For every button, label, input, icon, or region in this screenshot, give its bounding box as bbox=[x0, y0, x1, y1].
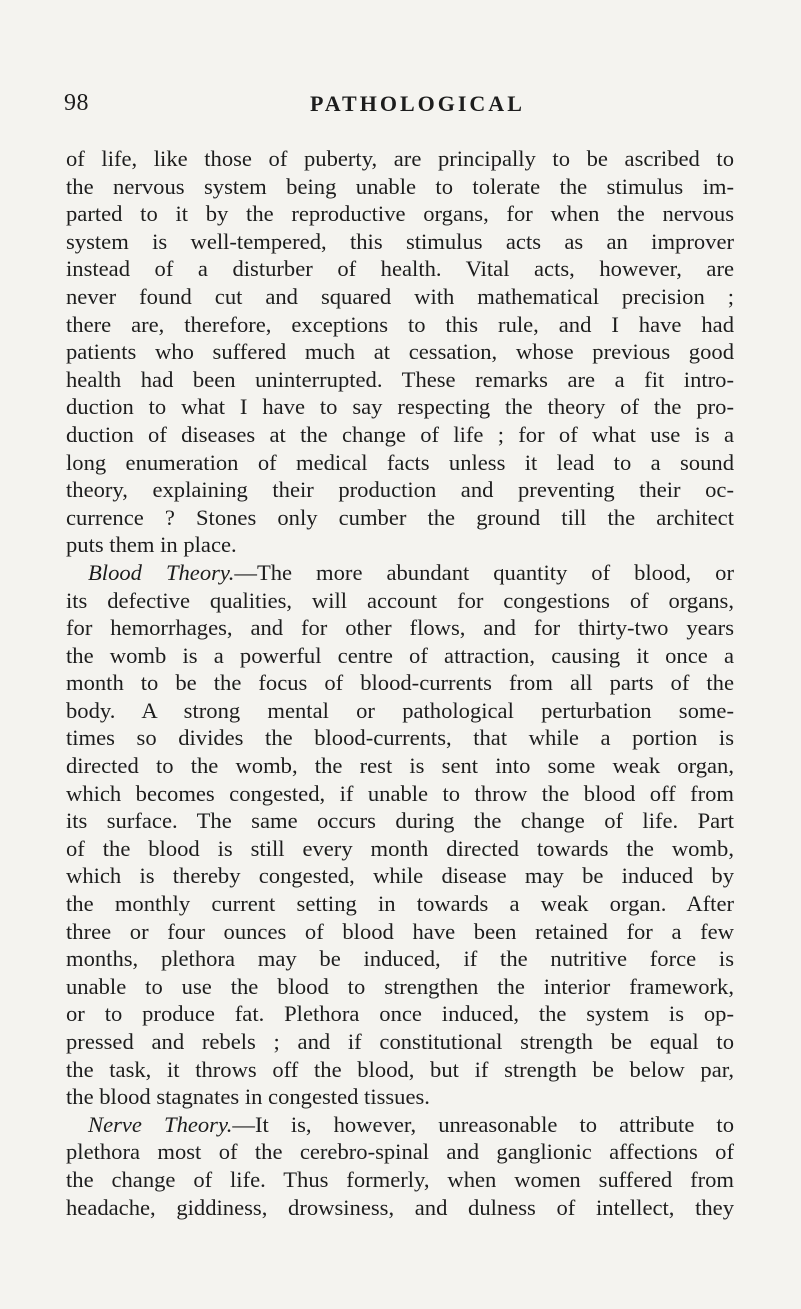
text-line: months, plethora may be induced, if the nutritive force is bbox=[66, 946, 734, 972]
text-line: the task, it throws off the blood, but if strength be below par, bbox=[66, 1056, 734, 1082]
nerve-theory-paragraph-start bbox=[66, 1111, 734, 1139]
page-number: 98 bbox=[64, 90, 89, 116]
text-line: patients who suffered much at cessation, whose previous good bbox=[66, 339, 734, 365]
text-line: headache, giddiness, drowsiness, and dulness of intellect, they bbox=[66, 1194, 734, 1220]
text-line: health had been uninterrupted. These remarks are a fit intro- bbox=[66, 366, 734, 392]
text-line: the nervous system being unable to tolerate the stimulus im- bbox=[66, 173, 734, 199]
text-line: of life, like those of puberty, are principally to be ascribed to bbox=[66, 146, 734, 171]
text-line: pressed and rebels ; and if constitutional strength be equal to bbox=[66, 1029, 734, 1054]
text-line: the blood stagnates in congested tissues. bbox=[66, 1084, 430, 1110]
blood-theory-heading: Blood Theory. bbox=[88, 559, 235, 585]
text-line: never found cut and squared with mathematical precision ; bbox=[66, 283, 734, 309]
text-line: duction to what I have to say respecting the theory of the pro- bbox=[66, 394, 734, 420]
body-text bbox=[66, 145, 734, 1221]
text-line: or to produce fat. Plethora once induced, the system is op- bbox=[66, 1001, 734, 1027]
text-line: system is well-tempered, this stimulus acts as an improver bbox=[66, 228, 734, 254]
text-line: for hemorrhages, and for other flows, and for thirty-two years bbox=[66, 615, 734, 641]
text-line: long enumeration of medical facts unless it lead to a sound bbox=[66, 449, 734, 475]
text-line: parted to it by the reproductive organs, for when the nervous bbox=[66, 201, 734, 227]
text-fragment: —The more abundant quantity of blood, or bbox=[234, 559, 734, 585]
text-line: puts them in place. bbox=[66, 532, 237, 558]
text-line: directed to the womb, the rest is sent into some weak organ, bbox=[66, 753, 734, 779]
text-line: month to be the focus of blood-currents from all parts of the bbox=[66, 670, 734, 696]
running-header bbox=[64, 90, 734, 120]
text-line: of the blood is still every month directed towards the womb, bbox=[66, 835, 734, 861]
text-line: currence ? Stones only cumber the ground till the architect bbox=[66, 504, 734, 530]
text-line: which becomes congested, if unable to throw the blood off from bbox=[66, 780, 734, 806]
text-line: plethora most of the cerebro-spinal and ganglionic affections of bbox=[66, 1139, 734, 1165]
text-line: the womb is a powerful centre of attraction, causing it once a bbox=[66, 642, 734, 668]
text-line: the change of life. Thus formerly, when women suffered from bbox=[66, 1166, 734, 1192]
blood-theory-paragraph-start bbox=[66, 559, 734, 587]
text-line: instead of a disturber of health. Vital acts, however, are bbox=[66, 256, 734, 282]
text-line: which is thereby congested, while disease may be induced by bbox=[66, 863, 734, 889]
running-title: PATHOLOGICAL bbox=[310, 91, 525, 116]
text-fragment: —It is, however, unreasonable to attribute to bbox=[232, 1111, 734, 1137]
text-line: times so divides the blood-currents, that while a portion is bbox=[66, 725, 734, 751]
nerve-theory-heading: Nerve Theory. bbox=[88, 1111, 233, 1137]
text-line: its surface. The same occurs during the change of life. Part bbox=[66, 808, 734, 834]
text-line: body. A strong mental or pathological perturbation some- bbox=[66, 697, 734, 723]
text-line: there are, therefore, exceptions to this rule, and I have had bbox=[66, 311, 734, 337]
text-line: theory, explaining their production and preventing their oc- bbox=[66, 477, 734, 503]
text-line: its defective qualities, will account for congestions of organs, bbox=[66, 587, 734, 613]
text-line: unable to use the blood to strengthen the interior framework, bbox=[66, 973, 734, 999]
text-line: three or four ounces of blood have been retained for a few bbox=[66, 918, 734, 944]
text-line: duction of diseases at the change of life ; for of what use is a bbox=[66, 421, 734, 447]
text-line: the monthly current setting in towards a weak organ. After bbox=[66, 891, 734, 917]
